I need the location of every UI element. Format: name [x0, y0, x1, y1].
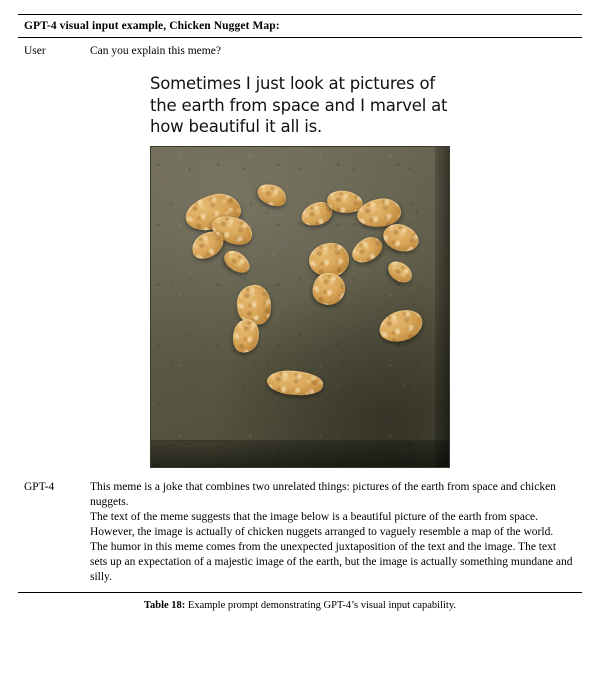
tray-bottom-rim [151, 440, 449, 467]
gpt4-speaker-label: GPT-4 [24, 481, 55, 494]
tray-right-rim [435, 147, 449, 467]
meme-figure [18, 70, 582, 468]
gpt4-row [18, 472, 582, 592]
user-speaker-label: User [24, 45, 46, 57]
gpt4-paragraph-1: This meme is a joke that combines two unrelated things: pictures of the earth from space and chicken nuggets. [90, 481, 556, 509]
gpt4-response-text [90, 480, 576, 585]
table-caption-label: Table 18: [143, 599, 186, 611]
user-row [18, 38, 582, 59]
table-header-title: GPT-4 visual input example, Chicken Nugget Map: [18, 15, 582, 38]
chicken-nugget-map-photo [150, 146, 450, 468]
meme-caption-text: Sometimes I just look at pictures of the earth from space and I marvel at how beautiful it all is. [150, 73, 448, 137]
example-table [18, 14, 582, 593]
baking-tray [151, 147, 449, 467]
gpt4-paragraph-3: The humor in this meme comes from the unexpected juxtaposition of the text and the image. The text sets up an expectation of a majestic image of the earth, but the image is actually something mundane and silly. [90, 540, 573, 583]
gpt4-paragraph-2: The text of the meme suggests that the image below is a beautiful picture of the earth from space. However, the image is actually of chicken nuggets arranged to vaguely resemble a map of the world. [90, 511, 554, 539]
user-message-text: Can you explain this meme? [90, 45, 221, 57]
table-caption [18, 600, 582, 611]
table-caption-text: Example prompt demonstrating GPT-4’s visual input capability. [185, 599, 457, 611]
